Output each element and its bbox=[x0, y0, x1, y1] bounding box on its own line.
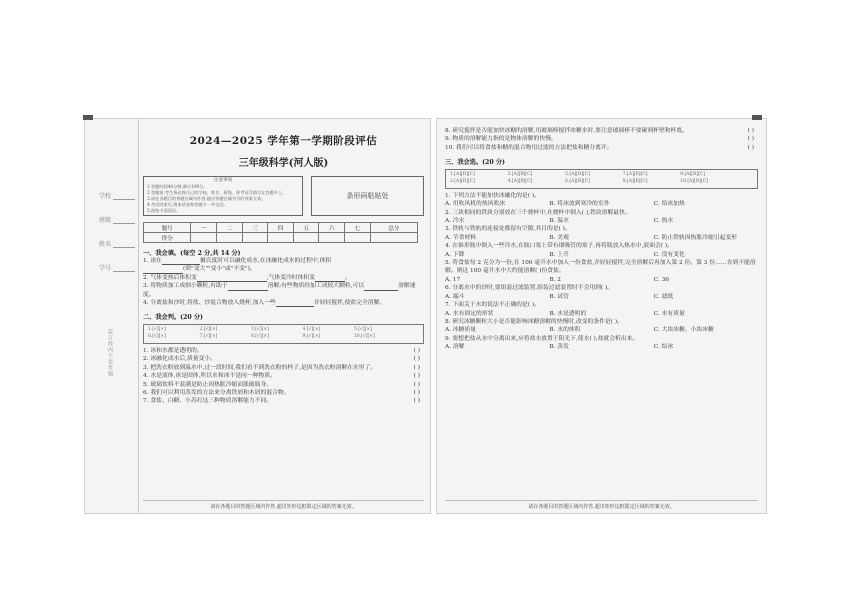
answer-blank[interactable] bbox=[364, 290, 398, 291]
choice-option[interactable]: B. 将冰放到寒冷的室外 bbox=[549, 201, 610, 208]
question-text: 3. 把洗衣粉放到温水中,过一段时间,我们看不到洗衣粉的样子,是因为洗衣粉溶解在水里了。 bbox=[143, 364, 377, 371]
answer-blank[interactable] bbox=[228, 290, 268, 291]
question-text: 8. 研究搅拌是否能加快冰糖的溶解,用玻璃棒搅拌冰糖水时,要注意玻璃棒不要碰到杯壁和杯底。 bbox=[445, 128, 688, 134]
choice-options bbox=[445, 276, 758, 284]
choice-options bbox=[445, 293, 758, 301]
notice-line: 1.答题时间40分钟,满分100分。 bbox=[147, 184, 208, 189]
judge-answer-cell[interactable]: 5.[√][×] bbox=[353, 327, 372, 333]
answer-paren[interactable]: ( ) bbox=[413, 364, 420, 371]
choice-option[interactable]: A. 冷水 bbox=[445, 218, 465, 225]
choice-option[interactable]: C. 没有变化 bbox=[653, 251, 685, 258]
judge-question bbox=[445, 135, 758, 143]
score-row-label: 得分 bbox=[144, 233, 191, 243]
judge-question bbox=[143, 381, 424, 389]
question-text: 7. 食盐、白糖、小苏打这三种物质溶解能力不同。 bbox=[143, 398, 273, 405]
choice-option[interactable]: B. 美观 bbox=[549, 234, 569, 241]
choice-option[interactable]: A. 用吹风机的热风吹冰 bbox=[445, 201, 506, 208]
choice-option[interactable]: C. 滤纸 bbox=[653, 293, 674, 300]
choice-question: 8. 研究冰糖颗粒大小是否能影响冰糖溶解的快慢时,改变的条件是( )。 bbox=[445, 318, 623, 325]
choice-option[interactable]: B. 蒸发 bbox=[549, 344, 569, 351]
judge-question bbox=[143, 364, 424, 372]
notice-line: 5.保持卡面清洁。 bbox=[147, 208, 181, 213]
choice-option[interactable]: A. 17 bbox=[445, 276, 461, 283]
choice-question: 9. 要想把盐从水中分离出来,应将盐水放置于阳光下,使水( ),盐就会析出来。 bbox=[445, 335, 639, 342]
judge-answer-cell[interactable]: 4.[√][×] bbox=[302, 327, 321, 333]
notice-line: 3.请在各题目的答题区域内作答,超出答题区域书写的答案无效。 bbox=[147, 196, 266, 201]
answer-paren[interactable]: ( ) bbox=[413, 381, 420, 388]
section-choice-heading: 三、我会选。(20 分) bbox=[445, 159, 505, 167]
judge-answer-cell[interactable]: 9.[√][×] bbox=[302, 334, 321, 340]
notice-row bbox=[143, 176, 424, 216]
choice-question: 4. 在锥形瓶中倒入一些冷水,在瓶口塞上带有细吸管的塞子,再将瓶放入热水中,液面会( )。 bbox=[445, 243, 673, 250]
score-cell[interactable] bbox=[242, 233, 268, 243]
choice-option[interactable]: A. 冰糖质量 bbox=[445, 327, 477, 334]
question-text: 6. 我们可以利用蒸发的方法来分离铁屑和木屑的混合物。 bbox=[143, 390, 290, 397]
choice-option[interactable]: C. 结冰 bbox=[653, 344, 674, 351]
judge-answer-grid bbox=[143, 324, 424, 344]
judge-question bbox=[143, 355, 424, 363]
choice-question: 1. 下列方法不能加快冰融化的是( )。 bbox=[445, 192, 540, 199]
score-cell[interactable] bbox=[216, 233, 242, 243]
choice-options bbox=[445, 251, 758, 259]
score-cell[interactable] bbox=[319, 233, 345, 243]
page-footer: 请在各题目的答题区域内作答,超出矩形边框限定区域的答案无效。 bbox=[143, 500, 424, 510]
choice-options bbox=[445, 310, 758, 318]
answer-paren[interactable]: ( ) bbox=[413, 348, 420, 355]
score-header-cell: 题号 bbox=[144, 223, 191, 233]
score-cell[interactable] bbox=[191, 233, 217, 243]
question-text: (填"变大""变小"或"不变")。 bbox=[183, 266, 256, 273]
binding-line-text: 装订线内不要答题 bbox=[107, 329, 113, 377]
left-exam-page bbox=[84, 118, 431, 514]
answer-paren[interactable]: ( ) bbox=[747, 144, 754, 151]
binding-margin bbox=[85, 119, 139, 513]
choice-option[interactable]: C. 36 bbox=[653, 276, 669, 283]
margin-line bbox=[113, 199, 135, 200]
judge-question bbox=[143, 397, 424, 405]
question-text: 2. 气体变热后体积变 bbox=[143, 274, 197, 281]
score-cell[interactable] bbox=[345, 233, 371, 243]
judge-answer-cell[interactable]: 3.[√][×] bbox=[250, 327, 269, 333]
answer-paren[interactable]: ( ) bbox=[413, 373, 420, 380]
choice-option[interactable]: A. 下降 bbox=[445, 251, 465, 258]
score-cell[interactable] bbox=[370, 233, 417, 243]
judge-answer-cell[interactable]: 6.[√][×] bbox=[148, 334, 166, 340]
choice-answer-grid bbox=[445, 169, 758, 189]
question-text: 5. 玻璃饮料不装满是防止因热胀冷缩而胀破瓶身。 bbox=[143, 381, 273, 388]
answer-blank[interactable] bbox=[276, 306, 314, 307]
question-text: 。 bbox=[344, 274, 351, 281]
margin-label-number: 学号 bbox=[99, 265, 112, 272]
judge-answer-cell[interactable]: 1.[√][×] bbox=[148, 327, 166, 333]
question-text: 1. 冰和水都是透明的。 bbox=[143, 348, 203, 355]
judge-question bbox=[445, 127, 758, 135]
question-text: 溶解;有些物质经加工成较大颗粒,可以 bbox=[267, 283, 365, 290]
answer-paren[interactable]: ( ) bbox=[413, 390, 420, 397]
judge-question bbox=[143, 347, 424, 355]
choice-option[interactable]: B. 2 bbox=[549, 276, 561, 283]
choice-answer-cell[interactable]: 7.[A][B][C] bbox=[622, 172, 648, 178]
choice-question: 5. 将食盐每 2 克分为一份,在 100 毫升水中加入一份食盐,并轻轻搅拌,完全溶解后再加入第 2 份、第 3 份……直到不能溶解。则这 100 毫升水中大约能溶解( )份食盐。 bbox=[445, 260, 756, 275]
exam-subtitle: 三年级科学(河人版) bbox=[238, 158, 329, 169]
fill-question-2 bbox=[143, 274, 424, 282]
margin-line bbox=[113, 271, 135, 272]
right-content bbox=[445, 127, 758, 352]
score-cell[interactable] bbox=[268, 233, 294, 243]
choice-option[interactable]: B. 上升 bbox=[549, 251, 569, 258]
margin-label-class: 班级 bbox=[99, 217, 112, 224]
margin-line bbox=[113, 247, 135, 248]
choice-options bbox=[445, 234, 758, 242]
choice-answer-cell[interactable]: 5.[A][B][C] bbox=[565, 172, 590, 178]
judge-question bbox=[445, 144, 758, 152]
score-cell[interactable] bbox=[293, 233, 319, 243]
choice-answer-cell[interactable]: 3.[A][B][C] bbox=[507, 172, 533, 178]
answer-paren[interactable]: ( ) bbox=[413, 398, 420, 405]
choice-options bbox=[445, 343, 758, 351]
answer-paren[interactable]: ( ) bbox=[747, 128, 754, 134]
question-text: 4. 分离盐和沙时,将盐、沙混合物放入烧杯,加入一些 bbox=[143, 300, 276, 307]
judge-answer-cell[interactable]: 10.[√][×] bbox=[353, 334, 375, 340]
choice-answer-cell[interactable]: 1.[A][B][C] bbox=[450, 172, 475, 178]
choice-option[interactable]: B. 试管 bbox=[549, 293, 569, 300]
margin-line bbox=[113, 223, 135, 224]
score-header-cell: 三 bbox=[242, 223, 268, 233]
score-table bbox=[143, 222, 418, 243]
question-text: ,气体变冷时体积变 bbox=[266, 274, 315, 281]
notice-line: 2.答题前,考生务必将自己的学校、姓名、班级、准考证号填写在答题卡上。 bbox=[147, 190, 287, 195]
choice-option[interactable]: B. 温水 bbox=[549, 218, 569, 225]
choice-question: 2. 三块相同的铁块分别放在三个烧杯中,在烧杯中倒入( ),铁块溶解最快。 bbox=[445, 209, 631, 216]
judge-answer-cell[interactable]: 8.[√][×] bbox=[250, 334, 269, 340]
choice-answer-cell[interactable]: 2.[A][B][C] bbox=[450, 179, 475, 185]
section-fill-heading: 一、我会填。(每空 2 分,共 14 分) bbox=[143, 250, 241, 257]
choice-options bbox=[445, 326, 758, 334]
choice-answer-cell[interactable]: 4.[A][B][C] bbox=[507, 179, 533, 185]
score-header-cell: 六 bbox=[319, 223, 345, 233]
choice-option[interactable]: C. 热水 bbox=[653, 218, 674, 225]
fill-question-1 bbox=[143, 257, 424, 274]
left-content bbox=[143, 133, 424, 406]
margin-label-name: 姓名 bbox=[99, 241, 112, 248]
score-header-cell: 五 bbox=[293, 223, 319, 233]
notice-title: 注意事项 bbox=[214, 178, 232, 183]
question-text: 1. 冰在 bbox=[143, 258, 162, 264]
judge-answer-cell[interactable]: 7.[√][×] bbox=[199, 334, 218, 340]
choice-option[interactable]: C. 大块冰糖、小块冰糖 bbox=[653, 327, 714, 334]
score-header-cell: 四 bbox=[268, 223, 294, 233]
notice-box bbox=[143, 176, 303, 216]
choice-option[interactable]: C. 给冰加热 bbox=[653, 201, 685, 208]
corner-mark bbox=[752, 115, 762, 120]
score-header-cell: 一 bbox=[191, 223, 217, 233]
choice-options bbox=[445, 200, 758, 208]
fill-question-4 bbox=[143, 299, 424, 307]
fill-question-3 bbox=[143, 282, 424, 299]
margin-label-school: 学校 bbox=[99, 193, 112, 200]
barcode-label: 条形码粘贴处 bbox=[346, 192, 389, 200]
score-header-cell: 总分 bbox=[370, 223, 417, 233]
question-text: 3. 将物质加工成细小颗粒,有助于 bbox=[143, 283, 228, 290]
choice-option[interactable]: A. 漏斗 bbox=[445, 293, 465, 300]
judge-answer-cell[interactable]: 2.[√][×] bbox=[199, 327, 218, 333]
question-text: 9. 物质的溶解能力指的是物体溶解的快慢。 bbox=[445, 136, 557, 143]
question-text: 并轻轻搅拌,使盐完全溶解。 bbox=[313, 300, 386, 307]
choice-question: 7. 下面关于水的说法不正确的是( )。 bbox=[445, 302, 540, 309]
exam-title: 2024—2025 学年第一学期阶段评估 bbox=[189, 135, 378, 147]
score-header-cell: 七 bbox=[345, 223, 371, 233]
choice-option[interactable]: A. 溶解 bbox=[445, 344, 465, 351]
choice-option[interactable]: A. 节省材料 bbox=[445, 234, 477, 241]
answer-paren[interactable]: ( ) bbox=[747, 136, 754, 143]
question-text: 10. 我们可以将食盐和糖的混合物用过滤的方法把盐和糖分离开。 bbox=[445, 144, 613, 151]
choice-answer-cell[interactable]: 6.[A][B][C] bbox=[565, 179, 590, 185]
right-exam-page bbox=[436, 118, 767, 514]
question-text: 2. 冰融化成水后,质量变小。 bbox=[143, 356, 216, 363]
page-footer: 请在各题目的答题区域内作答,超出矩形边框限定区域的答案无效。 bbox=[445, 500, 758, 510]
choice-question: 6. 分离水中的沙时,要组装过滤装置,组装过滤装置时不会用到( )。 bbox=[445, 285, 614, 292]
question-text: 溶解速度。 bbox=[143, 283, 416, 298]
question-text: 摄氏度时可以融化成水,在冰融化成水的过程中,体积 bbox=[199, 258, 332, 264]
choice-answer-cell[interactable]: 9.[A][B][C] bbox=[680, 172, 706, 178]
answer-paren[interactable]: ( ) bbox=[413, 356, 420, 363]
judge-question bbox=[143, 389, 424, 397]
choice-option[interactable]: C. 水有质量 bbox=[653, 310, 685, 317]
section-judge-heading: 二、我会判。(20 分) bbox=[143, 314, 203, 322]
choice-answer-cell[interactable]: 8.[A][B][C] bbox=[622, 179, 648, 185]
judge-question bbox=[143, 372, 424, 380]
choice-question-list bbox=[445, 192, 758, 352]
choice-answer-cell[interactable]: 10.[A][B][C] bbox=[680, 179, 708, 185]
question-text: 4. 水是液体,冰是固体,所以水和冰不是同一种物质。 bbox=[143, 373, 276, 380]
choice-question: 3. 铁轨与铁轨的连接处都留有空隙,其目的是( )。 bbox=[445, 226, 571, 233]
barcode-area bbox=[311, 176, 424, 216]
choice-option[interactable]: A. 水有固定的形状 bbox=[445, 310, 494, 317]
score-header-cell: 二 bbox=[216, 223, 242, 233]
choice-option[interactable]: C. 防止铁轨因热胀冷缩引起变形 bbox=[653, 234, 737, 241]
choice-option[interactable]: B. 水的体积 bbox=[549, 327, 581, 334]
notice-line: 4.考试结束后,将本试卷和答题卡一并交回。 bbox=[147, 202, 228, 207]
choice-options bbox=[445, 217, 758, 225]
choice-option[interactable]: B. 水是透明的 bbox=[549, 310, 587, 317]
